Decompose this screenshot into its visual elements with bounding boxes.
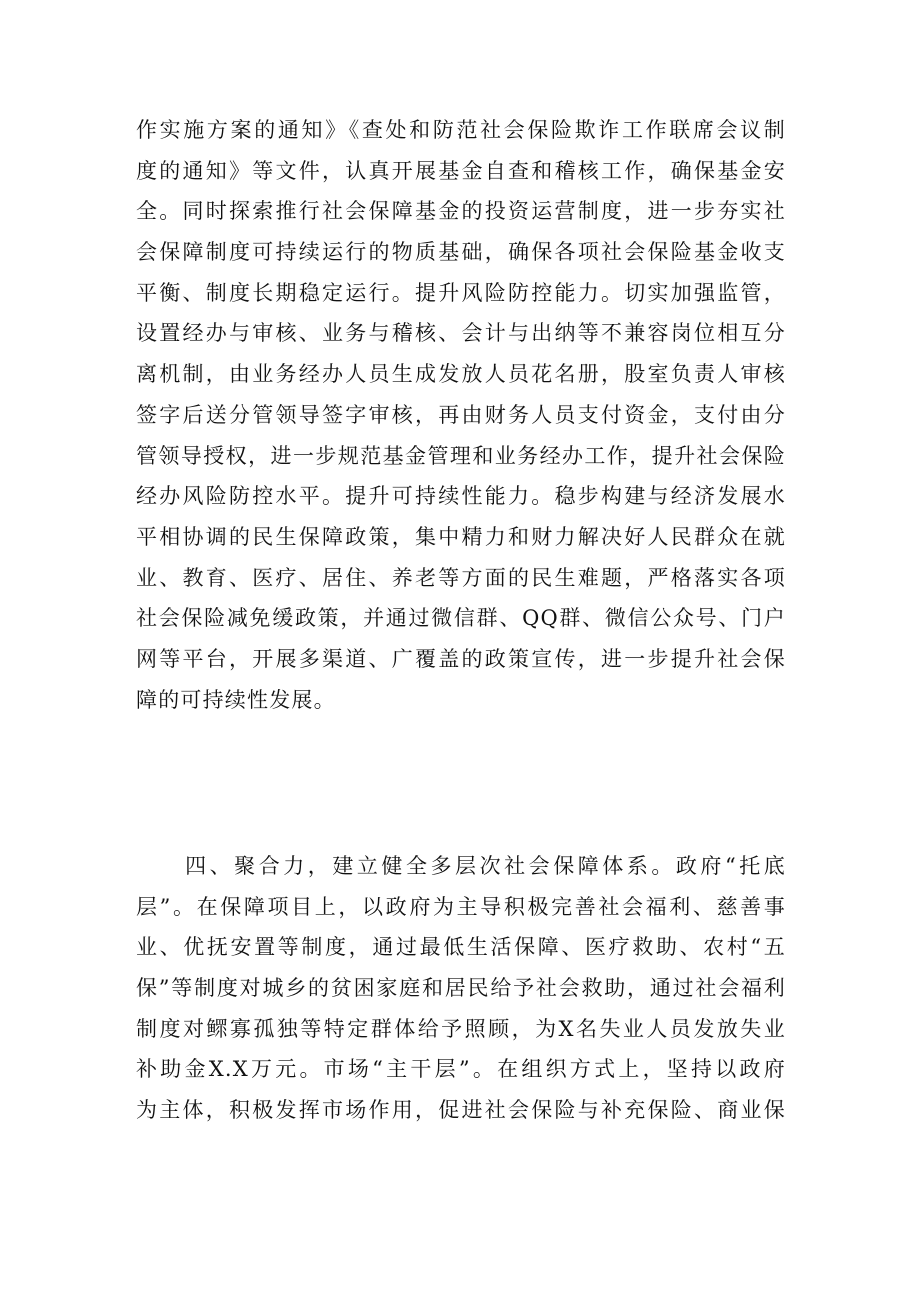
text-line: 离机制，由业务经办人员生成发放人员花名册，股室负责人审核 [136,362,786,387]
text-line: 四、聚合力，建立健全多层次社会保障体系。政府“托底 [136,854,786,878]
text-line: 全。同时探索推行社会保障基金的投资运营制度，进一步夯实社 [136,199,786,224]
text-line: 社会保险减免缓政策，并通过微信群、QQ群、微信公众号、门户 [136,606,786,631]
text-line: 补助金X.X万元。市场“主干层”。在组织方式上，坚持以政府 [136,1057,786,1082]
text-line: 度的通知》等文件，认真开展基金自查和稽核工作，确保基金安 [136,158,786,183]
text-line: 签字后送分管领导签字审核，再由财务人员支付资金，支付由分 [136,402,786,427]
text-line: 作实施方案的通知》《查处和防范社会保险欺诈工作联席会议制 [136,118,786,142]
text-line: 障的可持续性发展。 [136,687,336,712]
text-line: 网等平台，开展多渠道、广覆盖的政策宣传，进一步提升社会保 [136,646,786,671]
text-line: 经办风险防控水平。提升可持续性能力。稳步构建与经济发展水 [136,484,786,509]
text-line: 管领导授权，进一步规范基金管理和业务经办工作，提升社会保险 [136,443,786,468]
text-line: 保”等制度对城乡的贫困家庭和居民给予社会救助，通过社会福利 [136,976,786,1001]
text-line: 制度对鳏寡孤独等特定群体给予照顾，为X名失业人员发放失业 [136,1016,786,1041]
text-line: 设置经办与审核、业务与稽核、会计与出纳等不兼容岗位相互分 [136,321,786,346]
text-line: 平相协调的民生保障政策，集中精力和财力解决好人民群众在就 [136,524,786,549]
text-line: 平衡、制度长期稳定运行。提升风险防控能力。切实加强监管， [136,280,786,305]
text-line: 业、教育、医疗、居住、养老等方面的民生难题，严格落实各项 [136,565,786,590]
body-paragraph [136,110,786,720]
text-line: 为主体，积极发挥市场作用，促进社会保险与补充保险、商业保 [136,1098,786,1123]
text-line: 层”。在保障项目上，以政府为主导积极完善社会福利、慈善事 [136,894,786,919]
body-paragraph [136,846,786,1131]
text-line: 会保障制度可持续运行的物质基础，确保各项社会保险基金收支 [136,240,786,265]
text-line: 业、优抚安置等制度，通过最低生活保障、医疗救助、农村“五 [136,935,786,960]
